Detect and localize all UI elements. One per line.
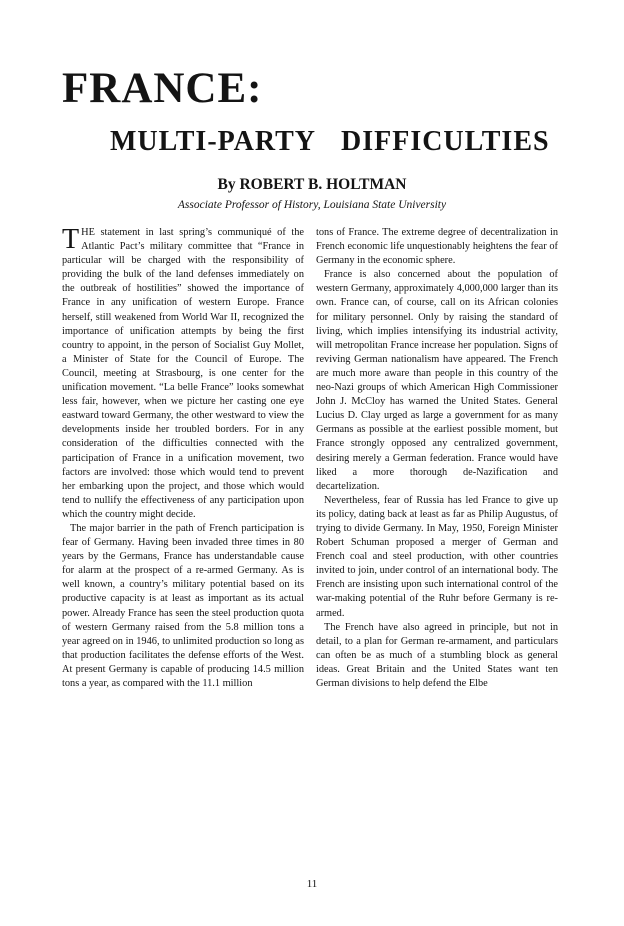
author-byline: By ROBERT B. HOLTMAN [217,176,407,193]
paragraph [62,226,304,522]
right-column [316,226,558,691]
author-affiliation: Associate Professor of History, Louisiana State University [177,199,447,211]
article-title: FRANCE: [62,65,263,112]
left-column [62,226,304,691]
paragraph: The French have also agreed in principle, but not in detail, to a plan for German re-armament, and particulars can often be as much of a stumbling block as general ideas. Great Britain and the United States want ten German divisions to help defend the Elbe [316,621,558,689]
paragraph: France is also concerned about the population of western Germany, approximately 4,000,000 larger than its own. France can, of course, call on its African colonies for military personnel. Only by raising the standard of living, which implies intensifying its industrial activity, will metropolitan France increase her population. Signs of reviving German nationalism have appeared. The French are much more aware than people in this country of the neo-Nazi groups of which American High Commissioner John J. McCloy has warned the United States. General Lucius D. Clay urged as large a government for as many Germans as possible at the earliest possible moment, but France strongly opposed any centralized government, desiring merely a German federation. France would have liked a more thorough de-Nazification and decartelization. [316,269,558,492]
paragraph: Nevertheless, fear of Russia has led France to give up its policy, dating back at least as far as Philip Augustus, of trying to divide Germany. In May, 1950, Foreign Minister Robert Schuman proposed a merger of German and French coal and steel production, with other countries invited to join, under control of an international body. The French are insisting upon such international control of the war-making potential of the Ruhr before Germany is re-armed. [316,494,558,619]
article-subtitle: MULTI-PARTY DIFFICULTIES [110,126,550,157]
paragraph-text: HE statement in last spring’s communiqué of the Atlantic Pact’s military committee that “France in particular will be charged with the responsibility of providing the bulk of the land defenses immediately on the outbreak of hostilities” showed the importance of France in any unification of western Europe. France herself, still weakened from World War II, recognized the importance of unification attempts by being the first country to appoint, in the person of Socialist Guy Mollet, a Minister of State for the Council of Europe. The Council, meeting at Strasbourg, is one center for the unification movement. “La belle France” looks somewhat less fair, however, when we picture her casting one eye eastward toward Germany, the other westward to view the developments inside her troubled borders. For in any consideration of the difficulties connected with the participation of France in a unification movement, two factors are involved: those which would tend to prevent her embarking upon the project, and those which would tend to nullify the effectiveness of any participation upon which the country might decide. [62,227,304,520]
page-number: 11 [306,878,318,890]
paragraph: The major barrier in the path of French participation is fear of Germany. Having been invaded three times in 80 years by the Germans, France has understandable cause for alarm at the prospect of a re-armed Germany. As is well known, a country’s military potential based on its productive capacity is at least as important as its actual power. Already France has seen the steel production quota of western Germany raised from the 5.8 million tons a year agreed on in 1946, to unlimited production so long as that production facilitates the defense efforts of the West. At present Germany is capable of producing 14.5 million tons a year, as compared with the 11.1 million [62,522,304,689]
drop-cap: T [62,224,80,255]
paragraph: tons of France. The extreme degree of decentralization in French economic life unquestionably heightens the fear of Germany in the economic sphere. [316,227,558,267]
